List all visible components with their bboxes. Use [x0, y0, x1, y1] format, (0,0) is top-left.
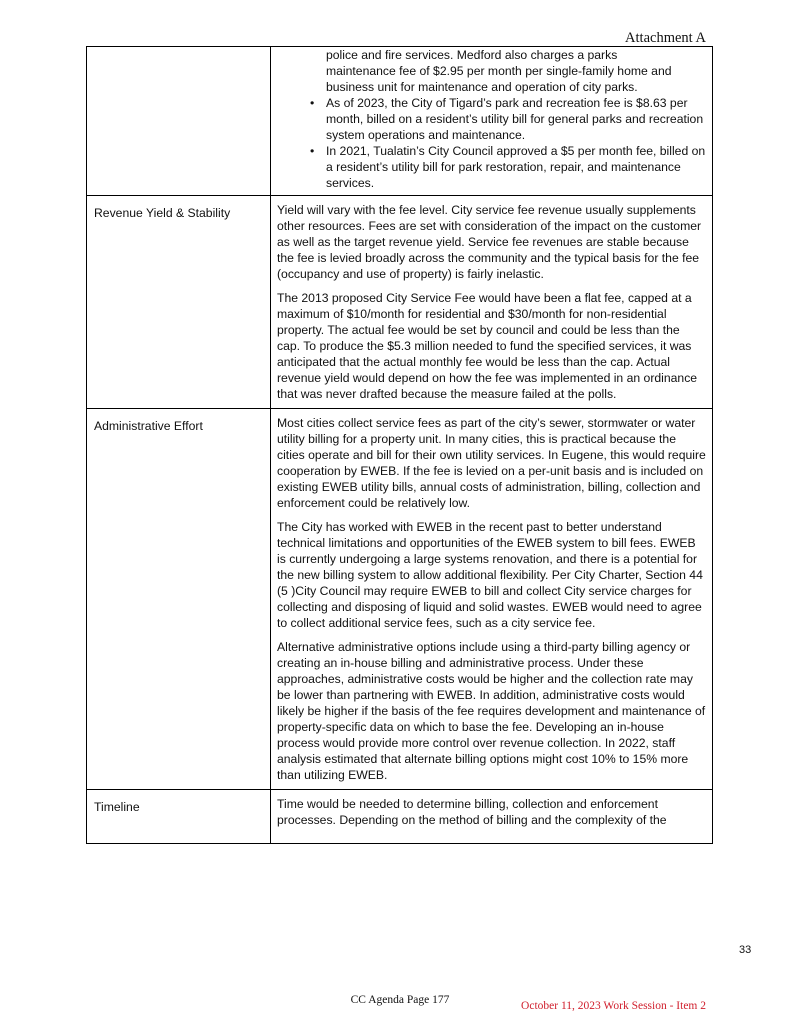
- bullet-item: • As of 2023, the City of Tigard’s park and recreation fee is $8.63 per month, billed on a resident’s utility bill for general parks and recreation system operations and maintenance.: [326, 95, 706, 143]
- row-label: Administrative Effort: [87, 409, 271, 790]
- table-row: [87, 790, 713, 844]
- side-page-number: 33: [739, 944, 752, 956]
- table-row: [87, 196, 713, 409]
- paragraph: Time would be needed to determine billing, collection and enforcement processes. Depending on the method of billing and the complexity of the: [277, 797, 667, 827]
- row-label: Revenue Yield & Stability: [87, 196, 271, 409]
- work-session-footer: October 11, 2023 Work Session - Item 2: [521, 1000, 706, 1012]
- paragraph: Alternative administrative options include using a third-party billing agency or creating an in-house billing and administrative process. Under these approaches, administrative costs would be higher and the collection rate may be lower than partnering with EWEB. In addition, administrative costs would likely be higher if the basis of the fee requires development and maintenance of property-specific data on which to base the fee. Developing an in-house process would provide more control over revenue collection. In 2022, staff analysis estimated that alternate billing options might cost 10% to 15% more than utilizing EWEB.: [277, 640, 706, 782]
- paragraph: The City has worked with EWEB in the recent past to better understand technical limitations and opportunities of the EWEB system to bill fees. EWEB is currently undergoing a large systems renovation, and there is a potential for the new billing system to allow additional flexibility. Per City Charter, Section 44 (5 )City Council may require EWEB to bill and collect City service charges for collecting and disposing of liquid and solid wastes. EWEB would need to agree to collect additional service fees, such as a city service fee.: [277, 520, 703, 630]
- row-content: [271, 47, 713, 196]
- row-label: [87, 47, 271, 196]
- bullet-list: [277, 95, 706, 191]
- agenda-page-footer: CC Agenda Page 177: [350, 994, 450, 1006]
- paragraph: Yield will vary with the fee level. City service fee revenue usually supplements other resources. Fees are set with consideration of the impact on the customer as well as the target revenue yield. Service fee revenues are stable because the fee is levied broadly across the community and the typical basis for the fee (occupancy and use of property) is fairly inelastic.: [277, 203, 702, 281]
- continued-text-line: business unit for maintenance and operation of city parks.: [326, 80, 638, 94]
- row-content: [271, 790, 713, 844]
- bullet-item: • In 2021, Tualatin’s City Council approved a $5 per month fee, billed on a resident’s utility bill for park restoration, repair, and maintenance services.: [326, 143, 706, 191]
- continued-text-line: maintenance fee of $2.95 per month per single-family home and: [326, 64, 672, 78]
- row-label: Timeline: [87, 790, 271, 844]
- table-row: [87, 409, 713, 790]
- continued-text-line: police and fire services. Medford also charges a parks: [326, 48, 618, 62]
- fee-analysis-table: [86, 46, 713, 844]
- table-row: [87, 47, 713, 196]
- paragraph: Most cities collect service fees as part of the city’s sewer, stormwater or water utility billing for a property unit. In many cities, this is practical because the cities operate and bill for their own utility services. In Eugene, this would require cooperation by EWEB. If the fee is levied on a per-unit basis and is included on existing EWEB utility bills, annual costs of administration, billing, collection and enforcement could be relatively low.: [277, 416, 706, 510]
- paragraph: The 2013 proposed City Service Fee would have been a flat fee, capped at a maximum of $10/month for residential and $30/month for non-residential property. The actual fee would be set by council and could be less than the cap. To produce the $5.3 million needed to fund the specified services, it was anticipated that the actual monthly fee would be less than the cap. Actual revenue yield would depend on how the fee was implemented in an ordinance that was never drafted because the measure failed at the polls.: [277, 291, 698, 401]
- row-content: [271, 409, 713, 790]
- row-content: [271, 196, 713, 409]
- attachment-label: Attachment A: [625, 30, 706, 46]
